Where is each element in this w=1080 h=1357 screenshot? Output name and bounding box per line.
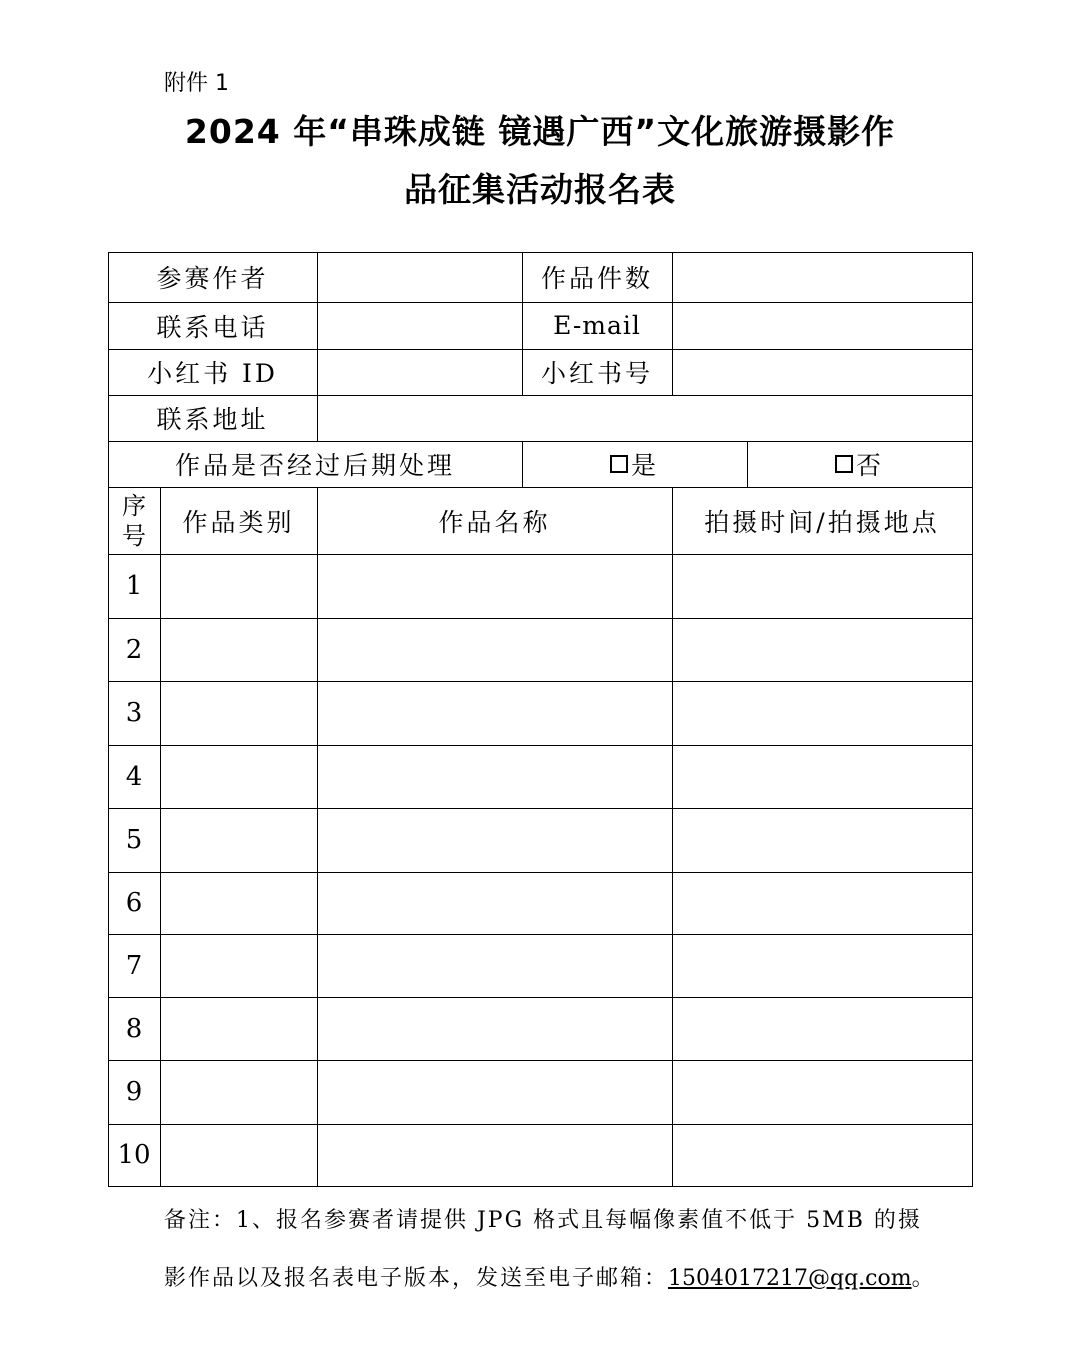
row-index: 4 <box>125 761 143 792</box>
index-header-bottom: 号 <box>122 521 146 550</box>
time-place-header: 拍摄时间/拍摄地点 <box>704 507 940 537</box>
xhs-id-field[interactable] <box>317 349 522 395</box>
note-line2-suffix: 。 <box>911 1266 936 1291</box>
page-title-line1: 2024 年“串珠成链 镜遇广西”文化旅游摄影作 <box>184 112 896 151</box>
work-count-label: 作品件数 <box>540 264 653 293</box>
work-count-field[interactable] <box>672 252 972 302</box>
email-field[interactable] <box>672 302 972 349</box>
name-header: 作品名称 <box>438 507 551 537</box>
phone-field[interactable] <box>317 302 522 349</box>
post-processing-label: 作品是否经过后期处理 <box>174 451 455 480</box>
checkbox-icon[interactable] <box>835 455 853 473</box>
row-index: 3 <box>125 698 143 728</box>
phone-label: 联系电话 <box>156 312 269 342</box>
note-line2 <box>164 1261 936 1292</box>
email-label: E-mail <box>553 311 641 340</box>
row-index: 1 <box>125 571 143 601</box>
xhs-no-label: 小红书号 <box>540 359 653 388</box>
checkbox-icon[interactable] <box>610 455 628 473</box>
address-label: 联系地址 <box>156 405 269 434</box>
address-field[interactable] <box>317 395 972 441</box>
option-yes-label: 是 <box>630 451 659 480</box>
participant-label: 参赛作者 <box>156 264 269 293</box>
row-index: 5 <box>125 825 143 855</box>
xhs-id-label: 小红书 ID <box>147 359 278 388</box>
index-header <box>108 487 160 554</box>
row-index: 6 <box>125 888 143 918</box>
option-yes[interactable] <box>522 441 747 487</box>
row-index: 7 <box>125 950 143 981</box>
note-line1: 备注：1、报名参赛者请提供 JPG 格式且每幅像素值不低于 5MB 的摄 <box>164 1208 922 1233</box>
xhs-no-field[interactable] <box>672 349 972 395</box>
row-index: 2 <box>125 634 143 665</box>
option-no-label: 否 <box>855 451 884 480</box>
category-header: 作品类别 <box>182 508 295 537</box>
registration-table <box>108 252 973 1187</box>
row-index: 9 <box>125 1077 143 1107</box>
option-no[interactable] <box>747 441 972 487</box>
email-link[interactable]: 1504017217@qq.com <box>668 1266 912 1291</box>
index-header-top: 序 <box>122 491 146 520</box>
note-line2-prefix: 影作品以及报名表电子版本，发送至电子邮箱： <box>164 1266 669 1291</box>
attachment-label: 附件 1 <box>164 71 229 96</box>
page-title-line2: 品征集活动报名表 <box>404 170 676 209</box>
row-index: 10 <box>117 1140 151 1170</box>
row-index: 8 <box>125 1013 143 1044</box>
participant-field[interactable] <box>317 252 522 302</box>
